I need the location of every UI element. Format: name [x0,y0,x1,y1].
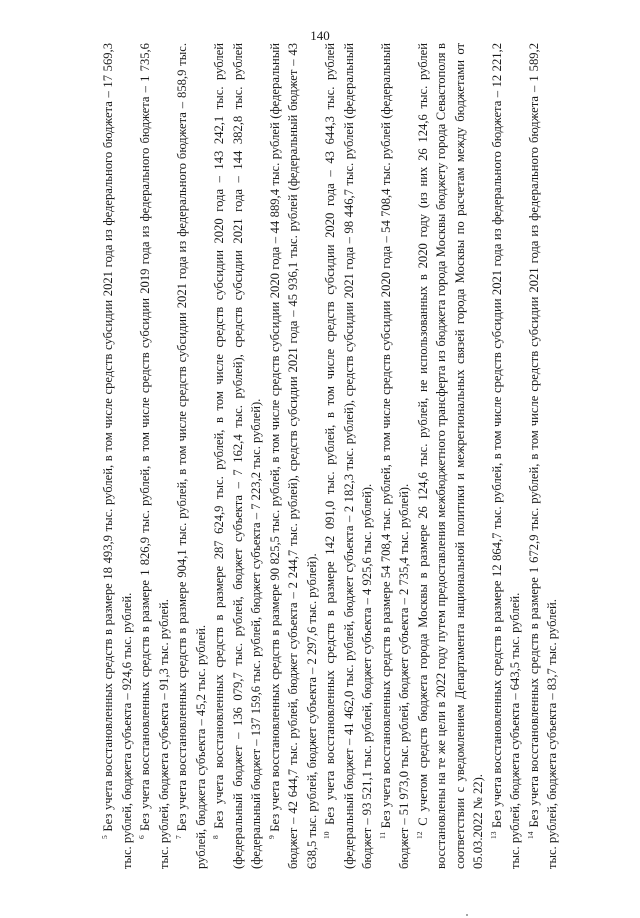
footnote-number: 8 [210,835,220,839]
footnote [525,43,562,869]
footnote-number: 12 [414,831,424,839]
footnote [136,43,173,869]
footnote-text: С учетом средств бюджета города Москвы в размере 26 124,6 тыс. рублей, не использованных в 2020 году (из них 26 124,6 тыс. рублей восстановлены на те же цели в 2022 году путем предоставления межбюджетного трансферта из бюджета города Москвы бюджету города Севастополя в соответствии с уведомлением Департамента национальной политики и межрегиональных связей города Москвы по расчетам между бюджетами от 05.03.2022 № 22). [415,43,485,869]
footnote [321,43,377,869]
footnote-text: Без учета восстановленных средств в размере 18 493,9 тыс. рублей, в том числе средств субсидии 2021 года из федерального бюджета – 17 569,3 тыс. рублей, бюджета субъекта – 924,6 тыс. рублей. [101,43,134,869]
footnote-text: Без учета восстановленных средств в размере 904,1 тыс. рублей, в том числе средств субсидии 2021 года из федерального бюджета – 858,9 тыс. рублей, бюджета субъекта – 45,2 тыс. рублей. [175,43,208,869]
footnote [99,43,136,869]
footnote [377,43,414,869]
footnote-text: Без учета восстановленных средств в размере 287 624,9 тыс. рублей, в том числе средств субсидии 2020 года – 143 242,1 тыс. рублей (федеральный бюджет – 136 079,7 тыс. рублей, бюджет субъекта – 7 162,4 тыс. рублей), средств субсидии 2021 года – 144 382,8 тыс. рублей (федеральный бюджет – 137 159,6 тыс. рублей, бюджет субъекта – 7 223,2 тыс. рублей). [212,43,263,869]
footnote-number: 11 [377,831,387,839]
footnote-text: Без учета восстановленных средств в размере 54 708,4 тыс. рублей, в том числе средств субсидии 2020 года – 54 708,4 тыс. рублей (федеральный бюджет – 51 973,0 тыс. рублей, бюджет субъекта – 2 735,4 тыс. рублей). [378,43,411,869]
footnote [210,43,266,869]
footnote [488,43,525,869]
footnotes-block [99,43,599,869]
footnote-number: 7 [173,835,183,839]
page-number: 140 [310,28,330,43]
footnote-text: Без учета восстановленных средств в размере 90 825,5 тыс. рублей, в том числе средств субсидии 2020 года – 44 889,4 тыс. рублей (федеральный бюджет – 42 644,7 тыс. рублей, бюджет субъекта – 2 244,7 тыс. рублей), средств субсидии 2021 года – 45 936,1 тыс. рублей (федеральный бюджет – 43 638,5 тыс. рублей, бюджет субъекта – 2 297,6 тыс. рублей). [267,43,319,869]
footnote-number: 6 [136,835,146,839]
footnote-number: 13 [488,831,498,839]
footnote [414,43,488,869]
footnote-text: Без учета восстановленных средств в размере 12 864,7 тыс. рублей, в том числе средств субсидии 2021 года из федерального бюджета – 12 221,2 тыс. рублей, бюджета субъекта – 643,5 тыс. рублей. [489,43,522,869]
footnote-list [99,43,562,869]
footnote-text: Без учета восстановленных средств в размере 1 672,9 тыс. рублей, в том числе средств субсидии 2021 года из федерального бюджета – 1 589,2 тыс. рублей, бюджета субъекта – 83,7 тыс. рублей. [526,43,559,869]
footnote-text: Без учета восстановленных средств в размере 142 091,0 тыс. рублей, в том числе средств субсидии 2020 года – 43 644,3 тыс. рублей (федеральный бюджет – 41 462,0 тыс. рублей, бюджет субъекта – 2 182,3 тыс. рублей), средств субсидии 2021 года – 98 446,7 тыс. рублей (федеральный бюджет – 93 521,1 тыс. рублей, бюджет субъекта – 4 925,6 тыс. рублей). [323,43,374,869]
footnote-number: 10 [321,831,331,839]
footnote [266,43,322,869]
footnote-number: 9 [266,835,276,839]
footnote-number: 5 [99,835,109,839]
scan-speck [466,914,468,916]
footnote-number: 14 [525,831,535,839]
footnote-text: Без учета восстановленных средств в размере 1 826,9 тыс. рублей, в том числе средств субсидии 2019 года из федерального бюджета – 1 735,6 тыс. рублей, бюджета субъекта – 91,3 тыс. рублей. [138,43,171,869]
footnote [173,43,210,869]
